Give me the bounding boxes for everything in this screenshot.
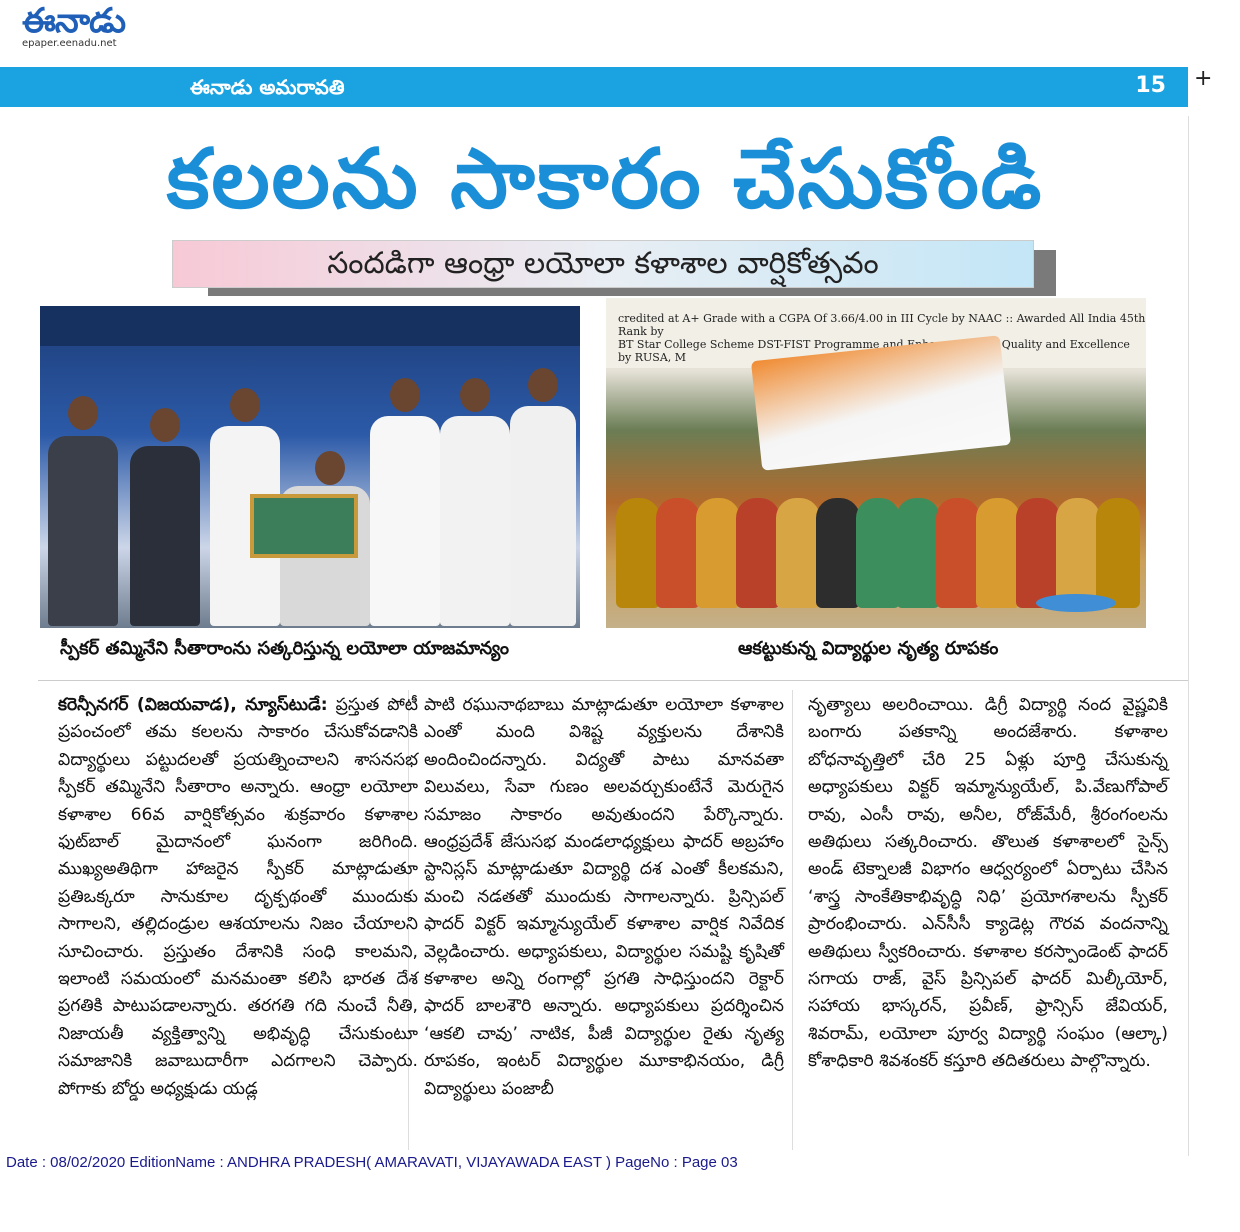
person-head — [315, 451, 345, 485]
photo-right-caption: ఆకట్టుకున్న విద్యార్థుల నృత్య రూపకం — [738, 638, 999, 659]
stage-lights — [40, 306, 580, 346]
photo-felicitation — [40, 306, 580, 628]
person-head — [390, 378, 420, 412]
dancer-figure — [656, 498, 700, 608]
person-head — [68, 396, 98, 430]
article-column-1 — [58, 692, 418, 1103]
divider — [38, 680, 1188, 681]
banner-line-1: credited at A+ Grade with a CGPA Of 3.66/4.00 in III Cycle by NAAC :: Awarded All India 45th Rank by — [618, 312, 1146, 338]
dancer-figure — [696, 498, 740, 608]
plate — [1036, 594, 1116, 612]
person-head — [230, 388, 260, 422]
dancer-figure — [736, 498, 780, 608]
dancer-figure — [1096, 498, 1140, 608]
subheadline: సందడిగా ఆంధ్రా లయోలా కళాశాల వార్షికోత్సవం — [172, 240, 1034, 288]
framed-picture — [250, 494, 358, 558]
dancer-figure — [936, 498, 980, 608]
column-1-text: ప్రస్తుత పోటీ ప్రపంచంలో తమ కలలను సాకారం చేసుకోవడానికి విద్యార్థులు పట్టుదలతో ప్రయత్నించాలని శాసనసభ స్పీకర్ తమ్మినేని సీతారాం అన్నారు. ఆంధ్రా లయోలా కళాశాల 66వ వార్షికోత్సవం శుక్రవారం కళాశాల ఫుట్‌బాల్ మైదానంలో ఘనంగా జరిగింది. ముఖ్యఅతిథిగా హాజరైన స్పీకర్ మాట్లాడుతూ ప్రతిఒక్కరూ సానుకూల దృక్పథంతో ముందుకు సాగాలని, తల్లిదండ్రుల ఆశయాలను నిజం చేయాలని సూచించారు. ప్రస్తుతం దేశానికి సంధి కాలమని, ఇలాంటి సమయంలో మనమంతా కలిసి భారత దేశ ప్రగతికి పాటుపడాలన్నారు. తరగతి గది నుంచే నీతి, నిజాయతీ వ్యక్తిత్వాన్ని అభివృద్ధి చేసుకుంటూ సమాజానికి జవాబుదారీగా ఎదగాలని చెప్పారు. పోగాకు బోర్డు అధ్యక్షుడు యడ్ల — [58, 695, 418, 1099]
dancer-figure — [976, 498, 1020, 608]
person-figure — [370, 416, 440, 626]
person-head — [528, 368, 558, 402]
banner-line-2: BT Star College Scheme DST-FIST Programme and Enhancement of Quality and Excellence by RUSA, M — [618, 338, 1130, 364]
dancer-figure — [616, 498, 660, 608]
dateline: కరెన్సీనగర్ (విజయవాడ), న్యూస్‌టుడే: — [58, 695, 328, 715]
dancer-figure — [1056, 498, 1100, 608]
edition-label: ఈనాడు అమరావతి — [190, 75, 345, 99]
edition-header-bar — [0, 67, 1188, 107]
dancer-figure — [1016, 498, 1060, 608]
plus-icon: + — [1194, 66, 1213, 91]
dancer-figure — [776, 498, 820, 608]
page-number: 15 — [1135, 73, 1166, 98]
column-divider — [792, 690, 793, 1150]
logo-mark: ఈనాడు — [22, 1, 126, 41]
person-figure — [130, 446, 200, 626]
person-figure — [510, 406, 576, 626]
dancer-figure — [816, 498, 860, 608]
eenadu-logo — [22, 2, 152, 50]
headline: కలలను సాకారం చేసుకోండి — [166, 132, 1044, 227]
dancer-figure — [896, 498, 940, 608]
article-column-3: నృత్యాలు అలరించాయి. డిగ్రీ విద్యార్థి నంద వైష్ణవికి బంగారు పతకాన్ని అందజేశారు. కళాశాల బోధనావృత్తిలో చేరి 25 ఏళ్లు పూర్తి చేసుకున్న అధ్యాపకులు విక్టర్ ఇమ్మాన్యుయేల్, పి.వేణుగోపాల్ రావు, ఎంసీ రావు, అనీల, రోజ్‌మేరీ, శ్రీరంగంలను అతిథులు సత్కరించారు. తొలుత కళాశాలలో సైన్స్ అండ్ టెక్నాలజీ విభాగం ఆధ్వర్యంలో ఏర్పాటు చేసిన ‘శాస్త్ర సాంకేతికాభివృద్ధి నిధి’ ప్రయోగశాలను స్పీకర్ ప్రారంభించారు. ఎన్‌సీసీ క్యాడెట్ల గౌరవ వందనాన్ని అతిథులు స్వీకరించారు. కళాశాల కరస్పాండెంట్ ఫాదర్ సగాయ రాజ్, వైస్ ప్రిన్సిపల్ ఫాదర్ మిల్కీయోర్, సహాయ భాస్కరన్, ప్రవీణ్, ఫ్రాన్సిస్ జేవియర్, శివరామ్, లయోలా పూర్వ విద్యార్థి సంఘం (ఆల్కా) కోశాధికారి శివశంకర్ కస్తూరి తదితరులు పాల్గొన్నారు. — [808, 695, 1168, 1072]
photo-left-caption: స్పీకర్ తమ్మినేని సీతారాంను సత్కరిస్తున్న లయోలా యాజమాన్యం — [60, 638, 509, 659]
page-footer: Date : 08/02/2020 EditionName : ANDHRA PRADESH( AMARAVATI, VIJAYAWADA EAST ) PageNo : Page 03 — [6, 1154, 738, 1171]
article-column-2: పాటి రఘునాథబాబు మాట్లాడుతూ లయోలా కళాశాల ఎంతో మంది విశిష్ట వ్యక్తులను దేశానికి అందించిందన్నారు. విద్యతో పాటు మానవతా విలువలు, సేవా గుణం అలవర్చుకుంటేనే మెరుగైన సమాజం సాకారం అవుతుందని పేర్కొన్నారు. ఆంధ్రప్రదేశ్ జేసుసభ మండలాధ్యక్షులు ఫాదర్ అబ్రహాం స్టానిస్లస్ మాట్లాడుతూ విద్యార్థి దశ ఎంతో కీలకమని, మంచి నడతతో ముందుకు సాగాలన్నారు. ప్రిన్సిపల్ ఫాదర్ విక్టర్ ఇమ్మాన్యుయేల్ కళాశాల వార్షిక నివేదిక వెల్లడించారు. అధ్యాపకులు, విద్యార్థుల సమష్టి కృషితో కళాశాల అన్ని రంగాల్లో ప్రగతి సాధిస్తుందని రెక్టార్ ఫాదర్ బాలశౌరి అన్నారు. అధ్యాపకులు ప్రదర్శించిన ‘ఆకలి చావు’ నాటిక, పీజీ విద్యార్థుల రైతు నృత్య రూపకం, ఇంటర్ విద్యార్థుల మూకాభినయం, డిగ్రీ విద్యార్థులు పంజాబీ — [424, 695, 784, 1099]
person-head — [150, 408, 180, 442]
person-figure — [48, 436, 118, 626]
dancers-group — [616, 488, 1136, 608]
logo-url: epaper.eenadu.net — [22, 38, 117, 49]
person-figure — [440, 416, 510, 626]
person-head — [460, 378, 490, 412]
photo-dance-performance — [606, 298, 1146, 628]
dancer-figure — [856, 498, 900, 608]
